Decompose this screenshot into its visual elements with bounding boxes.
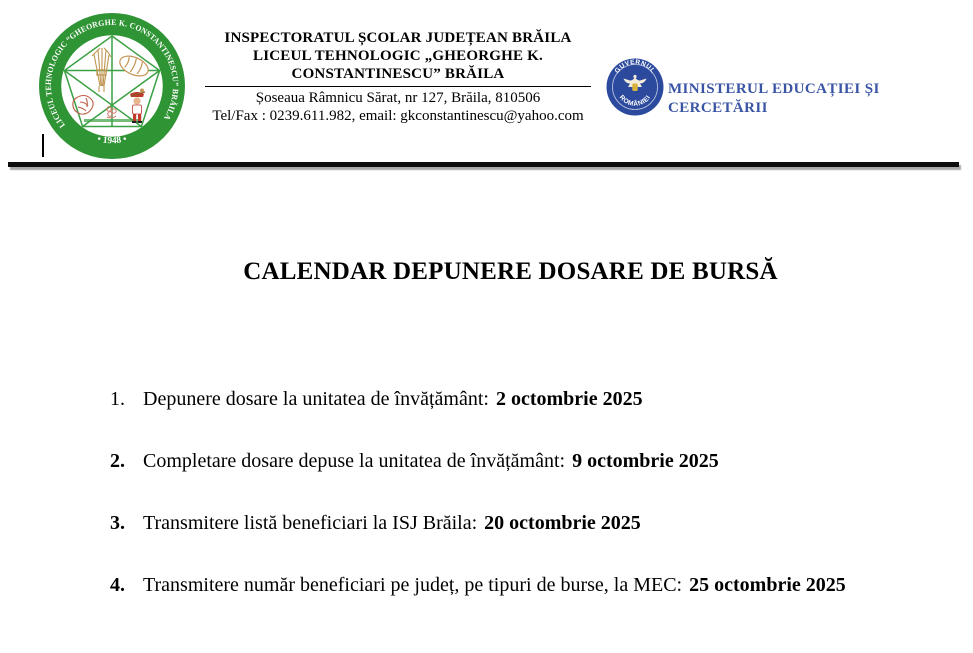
contact-line: Tel/Fax : 0239.611.982, email: gkconstantinescu@yahoo.com: [212, 108, 584, 124]
page-title: CALENDAR DEPUNERE DOSARE DE BURSĂ: [243, 258, 778, 285]
item-text: Completare dosare depuse la unitatea de învățământ:: [143, 450, 566, 472]
list-item: [110, 574, 930, 600]
government-seal: [606, 58, 664, 116]
text-cursor: [42, 134, 44, 157]
item-text: Transmitere listă beneficiari la ISJ Brăila:: [143, 512, 478, 534]
school-logo: [38, 12, 186, 160]
item-number: 2.: [110, 450, 125, 472]
org-line-school-1: LICEUL TEHNOLOGIC „GHEORGHE K.: [253, 48, 543, 64]
address-line: Șoseaua Râmnicu Sărat, nr 127, Brăila, 810506: [255, 90, 541, 106]
item-date: 25 octombrie 2025: [689, 574, 846, 596]
item-text: Depunere dosare la unitatea de învățământ:: [143, 388, 489, 410]
letterhead-divider: [205, 86, 591, 87]
item-date: 2 octombrie 2025: [495, 388, 643, 410]
list-item: [110, 388, 930, 414]
list-item: [110, 450, 930, 476]
calendar-list: [110, 388, 930, 636]
item-text: Transmitere număr beneficiari pe județ, pe tipuri de burse, la MEC:: [143, 574, 683, 596]
item-number: 1.: [110, 388, 125, 410]
item-number: 4.: [110, 574, 125, 596]
item-date: 9 octombrie 2025: [572, 450, 719, 472]
item-number: 3.: [110, 512, 125, 534]
seal-bottom-text: ROMÂNIEI: [617, 93, 653, 108]
ministry-label: MINISTERUL EDUCAȚIEI ȘI CERCETĂRII: [668, 81, 880, 116]
letterhead-block: [205, 29, 591, 125]
org-line-school-2: CONSTANTINESCU” BRĂILA: [291, 66, 505, 82]
logo-ring-text: LICEUL TEHNOLOGIC “GHEORGHE K. CONSTANTINESCU” BRĂILA: [43, 17, 181, 130]
seal-top-text: GUVERNUL: [613, 58, 657, 75]
list-item: [110, 512, 930, 538]
header-rule: [8, 162, 959, 167]
org-line-inspectorate: INSPECTORATUL ȘCOLAR JUDEȚEAN BRĂILA: [224, 30, 572, 46]
logo-year-text: • 1948 •: [96, 134, 128, 147]
item-date: 20 octombrie 2025: [484, 512, 641, 534]
